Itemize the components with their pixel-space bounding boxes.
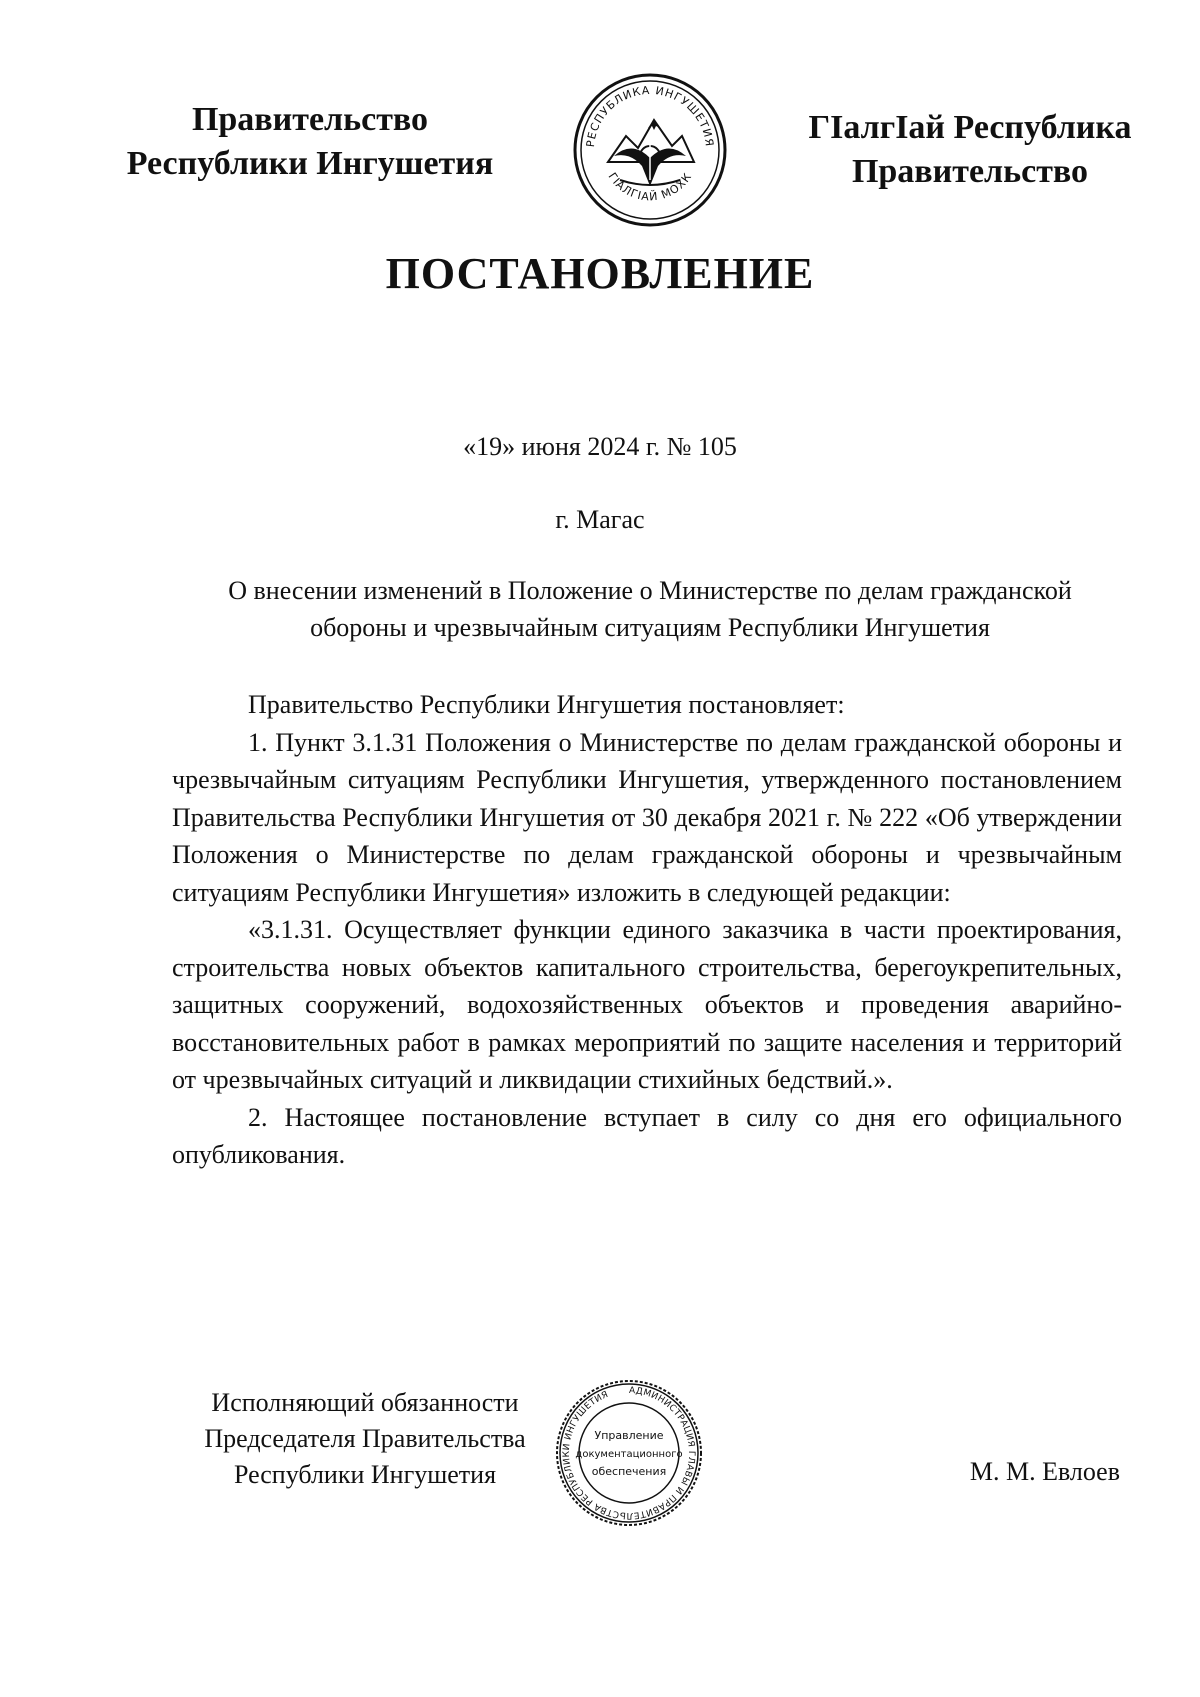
- stamp-line3: обеспечения: [591, 1465, 667, 1478]
- header-left: [100, 98, 520, 186]
- body-paragraph-2: 2. Настоящее постановление вступает в силу со дня его официального опубликования.: [172, 1102, 1122, 1169]
- stamp-outer-text: АДМИНИСТРАЦИЯ ГЛАВЫ И ПРАВИТЕЛЬСТВА РЕСПУБЛИКИ ИНГУШЕТИЯ: [561, 1385, 696, 1521]
- republic-emblem-icon: [570, 70, 730, 230]
- header-right-line2: Правительство: [851, 153, 1089, 190]
- subject-line-2: обороны и чрезвычайным ситуациям Республики Ингушетия: [310, 613, 990, 642]
- body-paragraph-preamble: Правительство Республики Ингушетия постановляет:: [248, 690, 845, 719]
- signatory-position-line3: Республики Ингушетия: [233, 1460, 497, 1489]
- stamp-line2: документационного: [575, 1449, 683, 1460]
- body-paragraph-quote: «3.1.31. Осуществляет функции единого заказчика в части проектирования, строительства новых объектов капитального строительства, берегоукрепительных, защитных сооружений, водохозяйственных объектов и проведения аварийно-восстановительных работ в рамках мероприятий по защите населения и территорий от чрезвычайных ситуаций и ликвидации стихийных бедствий.».: [172, 915, 1122, 1094]
- stamp-line1: Управление: [594, 1429, 664, 1442]
- emblem-text-bottom: ГIАЛГIАЙ МОХК: [605, 170, 695, 204]
- emblem-text-top: РЕСПУБЛИКА ИНГУШЕТИЯ: [583, 83, 717, 148]
- official-stamp-icon: [553, 1377, 705, 1529]
- document-subject: [170, 572, 1130, 646]
- document-place: г. Магас: [555, 505, 645, 534]
- signatory-name: М. М. Евлоев: [969, 1457, 1120, 1486]
- document-title: ПОСТАНОВЛЕНИЕ: [385, 249, 815, 298]
- header-right: [780, 106, 1160, 194]
- header-right-line1: ГIалгIай Республика: [808, 109, 1132, 146]
- signatory-position: [180, 1385, 550, 1493]
- svg-text:РЕСПУБЛИКА ИНГУШЕТИЯ: [584, 84, 716, 148]
- subject-line-1: О внесении изменений в Положение о Министерстве по делам гражданской: [228, 576, 1072, 605]
- header-left-line2: Республики Ингушетия: [126, 145, 494, 182]
- document-body: [172, 686, 1122, 1174]
- header-left-line1: Правительство: [191, 101, 429, 138]
- signatory-position-line1: Исполняющий обязанности: [211, 1388, 519, 1417]
- document-date-number: «19» июня 2024 г. № 105: [463, 432, 737, 461]
- body-paragraph-1: 1. Пункт 3.1.31 Положения о Министерстве по делам гражданской обороны и чрезвычайным ситуациям Республики Ингушетия, утвержденного постановлением Правительства Республики Ингушетия от 30 декабря 2021 г. № 222 «Об утверждении Положения о Министерстве по делам гражданской обороны и чрезвычайным ситуациям Республики Ингушетия» изложить в следующей редакции:: [172, 727, 1122, 907]
- signatory-position-line2: Председателя Правительства: [204, 1424, 526, 1453]
